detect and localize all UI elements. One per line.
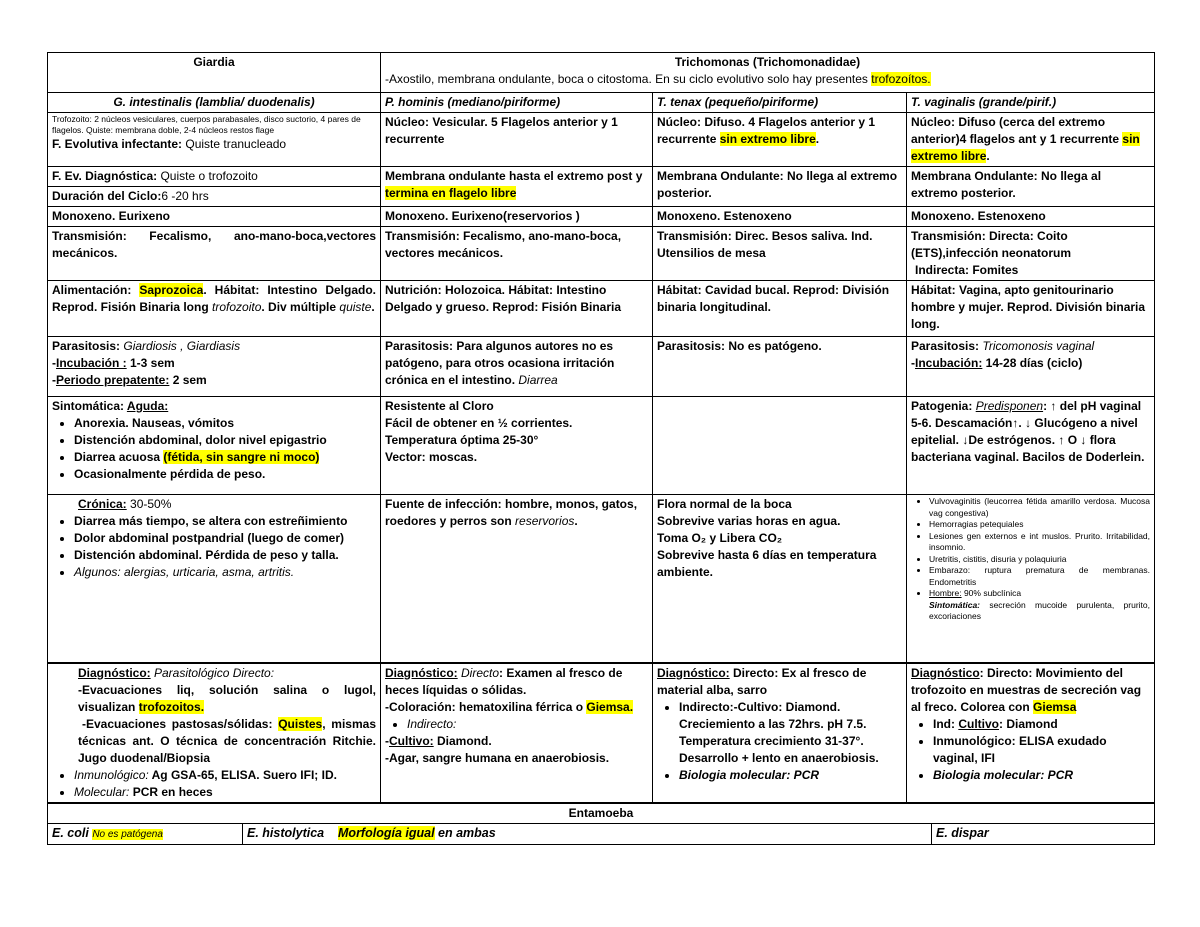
giardia-cycle-duration: Duración del Ciclo:6 -20 hrs [52,189,209,203]
symptom-item: • Hemorragias petequiales [929,519,1150,531]
giardia-diagnosis: Diagnóstico: Parasitológico Directo: -Evacuaciones liq, solución salina o lugol, visualizan trofozoitos. -Evacuaciones pastosas/sólidas: Quistes, mismas técnicas ant. O técnica de concentración Ritchie. Jugo duodenal/Biopsia • Inmunológico: Ag GSA-65, ELISA. Suero IFI; ID. • Molecular: PCR en heces [48,663,381,803]
entamoeba-coli: E. coli No es patógena [48,824,243,844]
symptom-item: • Lesiones gen externos e int muslos. Prurito. Irritabilidad, insomnio. [929,531,1150,554]
giardia-header: Giardia [48,53,381,93]
tt-transmission: Transmisión: Direc. Besos saliva. Ind. Utensilios de mesa [653,227,907,281]
entamoeba-histolytica: E. histolytica Morfología igual en ambas [243,824,932,844]
ph-membrane: Membrana ondulante hasta el extremo post y termina en flagelo libre [381,167,653,207]
tv-host: Monoxeno. Estenoxeno [907,207,1155,227]
tt-parasitosis: Parasitosis: No es patógeno. [653,337,907,397]
ph-properties: Resistente al Cloro Fácil de obtener en ½ corrientes. Temperatura óptima 25-30° Vector: moscas. [381,397,653,495]
symptom-item: • Embarazo: ruptura prematura de membranas. Endometritis [929,565,1150,588]
giardia-feeding: Alimentación: Saprozoica. Hábitat: Intestino Delgado. Reprod. Fisión Binaria long trofozoito. Div múltiple quiste. [48,281,381,337]
tt-host: Monoxeno. Estenoxeno [653,207,907,227]
giardia-acute-symptoms: Sintomática: Aguda: • Anorexia. Nauseas, vómitos • Distención abdominal, dolor nivel epigastrio • Diarrea acuosa (fétida, sin sangre ni moco) • Ocasionalmente pérdida de peso. [48,397,381,495]
symptom-item: • Dolor abdominal postpandrial (luego de comer) [74,530,376,547]
tv-pathogenesis: Patogenia: Predisponen: ↑ del pH vaginal 5-6. Descamación↑. ↓ Glucógeno a nivel epitelial. ↓De estrógenos. ↑ O ↓ flora bacteriana vaginal. Bacilos de Doderlein. [907,397,1155,495]
giardia-diagnostic-form [48,167,381,207]
tv-habitat: Hábitat: Vagina, apto genitourinario hombre y mujer. Reprod. División binaria long. [907,281,1155,337]
tv-membrane: Membrana Ondulante: No llega al extremo posterior. [907,167,1155,207]
tv-symptoms [907,495,1155,663]
tt-properties: Flora normal de la boca Sobrevive varias horas en agua. Toma O₂ y Libera CO₂ Sobrevive hasta 6 días en temperatura ambiente. [653,495,907,663]
symptom-item: • Vulvovaginitis (leucorrea fétida amarillo verdosa. Mucosa vag congestiva) [929,496,1150,519]
giardia-morphology-note: Trofozoito: 2 núcleos vesiculares, cuerpos parabasales, disco suctorio, 4 pares de flagelos. Quiste: membrana doble, 2-4 núcleos restos flage [52,114,361,135]
tv-symptomatic-note: Sintomática: secreción mucoide purulenta, prurito, excoriaciones [929,599,1151,621]
symptom-item: • Distención abdominal, dolor nivel epigastrio [74,432,376,449]
parasitology-table [47,52,1155,845]
species-t-vaginalis: T. vaginalis (grande/pirif.) [907,93,1155,113]
symptom-item: • Distención abdominal. Pérdida de peso y talla. [74,547,376,564]
entamoeba-title: Entamoeba [48,803,1155,824]
tt-nucleus: Núcleo: Difuso. 4 Flagelos anterior y 1 recurrente sin extremo libre. [653,113,907,167]
tv-parasitosis: Parasitosis: Tricomonosis vaginal -Incubación: 14-28 días (ciclo) [907,337,1155,397]
giardia-host: Monoxeno. Eurixeno [48,207,381,227]
ph-parasitosis: Parasitosis: Para algunos autores no es patógeno, para otros ocasiona irritación crónica en el intestino. Diarrea [381,337,653,397]
ph-host: Monoxeno. Eurixeno(reservorios ) [381,207,653,227]
symptom-item: • Hombre: 90% subclínica [929,588,1150,600]
symptom-item: • Anorexia. Nauseas, vómitos [74,415,376,432]
entamoeba-dispar: E. dispar [936,825,989,840]
ph-transmission: Transmisión: Fecalismo, ano-mano-boca, vectores mecánicos. [381,227,653,281]
symptom-item: • Diarrea más tiempo, se altera con estreñimiento [74,513,376,530]
tt-diagnosis: Diagnóstico: Directo: Ex al fresco de material alba, sarro • Indirecto:-Cultivo: Diamond. Creciemiento a las 72hrs. pH 7.5. Temperatura crecimiento 31-37°. Desarrollo + lento en anaerobiosis. • Biologia molecular: PCR [653,663,907,803]
giardia-infective-form: F. Evolutiva infectante: Quiste tranucleado [52,137,287,151]
tv-transmission: Transmisión: Directa: Coito (ETS),infección neonatorum Indirecta: Fomites [907,227,1155,281]
entamoeba-species [48,823,1155,844]
giardia-diag-form: F. Ev. Diagnóstica: Quiste o trofozoito [48,167,380,187]
ph-nutrition: Nutrición: Holozoica. Hábitat: Intestino Delgado y grueso. Reprod: Fisión Binaria [381,281,653,337]
ph-nucleus: Núcleo: Vesicular. 5 Flagelos anterior y 1 recurrente [381,113,653,167]
tv-nucleus: Núcleo: Difuso (cerca del extremo anterior)4 flagelos ant y 1 recurrente sin extremo libre. [907,113,1155,167]
giardia-chronic-symptoms: Crónica: 30-50% • Diarrea más tiempo, se altera con estreñimiento • Dolor abdominal postpandrial (luego de comer) • Distención abdominal. Pérdida de peso y talla. • Algunos: alergias, urticaria, asma, artritis. [48,495,381,663]
tt-habitat: Hábitat: Cavidad bucal. Reprod: División binaria longitudinal. [653,281,907,337]
trichomonas-description: -Axostilo, membrana ondulante, boca o citostoma. En su ciclo evolutivo solo hay presentes trofozoítos. [385,72,931,86]
trichomonas-header [381,53,1155,93]
giardia-transmission: Transmisión: Fecalismo, ano-mano-boca,vectores mecánicos. [48,227,381,281]
giardia-morphology [48,113,381,167]
tt-empty-cell [653,397,907,495]
tt-membrane: Membrana Ondulante: No llega al extremo posterior. [653,167,907,207]
species-t-tenax: T. tenax (pequeño/piriforme) [653,93,907,113]
symptom-item: • Algunos: alergias, urticaria, asma, artritis. [74,564,376,581]
species-p-hominis: P. hominis (mediano/piriforme) [381,93,653,113]
symptom-item: • Ocasionalmente pérdida de peso. [74,466,376,483]
symptom-item: • Diarrea acuosa (fétida, sin sangre ni moco) [74,449,376,466]
ph-diagnosis: Diagnóstico: Directo: Examen al fresco de heces líquidas o sólidas. -Coloración: hematoxilina férrica o Giemsa. • Indirecto: -Cultivo: Diamond. -Agar, sangre humana en anaerobiosis. [381,663,653,803]
giardia-parasitosis: Parasitosis: Giardiosis , Giardiasis -Incubación : 1-3 sem -Periodo prepatente: 2 sem [48,337,381,397]
tv-diagnosis: Diagnóstico: Directo: Movimiento del trofozoito en muestras de secreción vag al freco. Colorea con Giemsa • Ind: Cultivo: Diamond • Inmunológico: ELISA exudado vaginal, IFI • Biologia molecular: PCR [907,663,1155,803]
trichomonas-title: Trichomonas (Trichomonadidae) [674,55,861,69]
species-giardia: G. intestinalis (lamblia/ duodenalis) [48,93,381,113]
ph-infection-source: Fuente de infección: hombre, monos, gatos, roedores y perros son reservorios. [381,495,653,663]
symptom-item: • Uretritis, cistitis, disuria y polaquiuria [929,554,1150,566]
